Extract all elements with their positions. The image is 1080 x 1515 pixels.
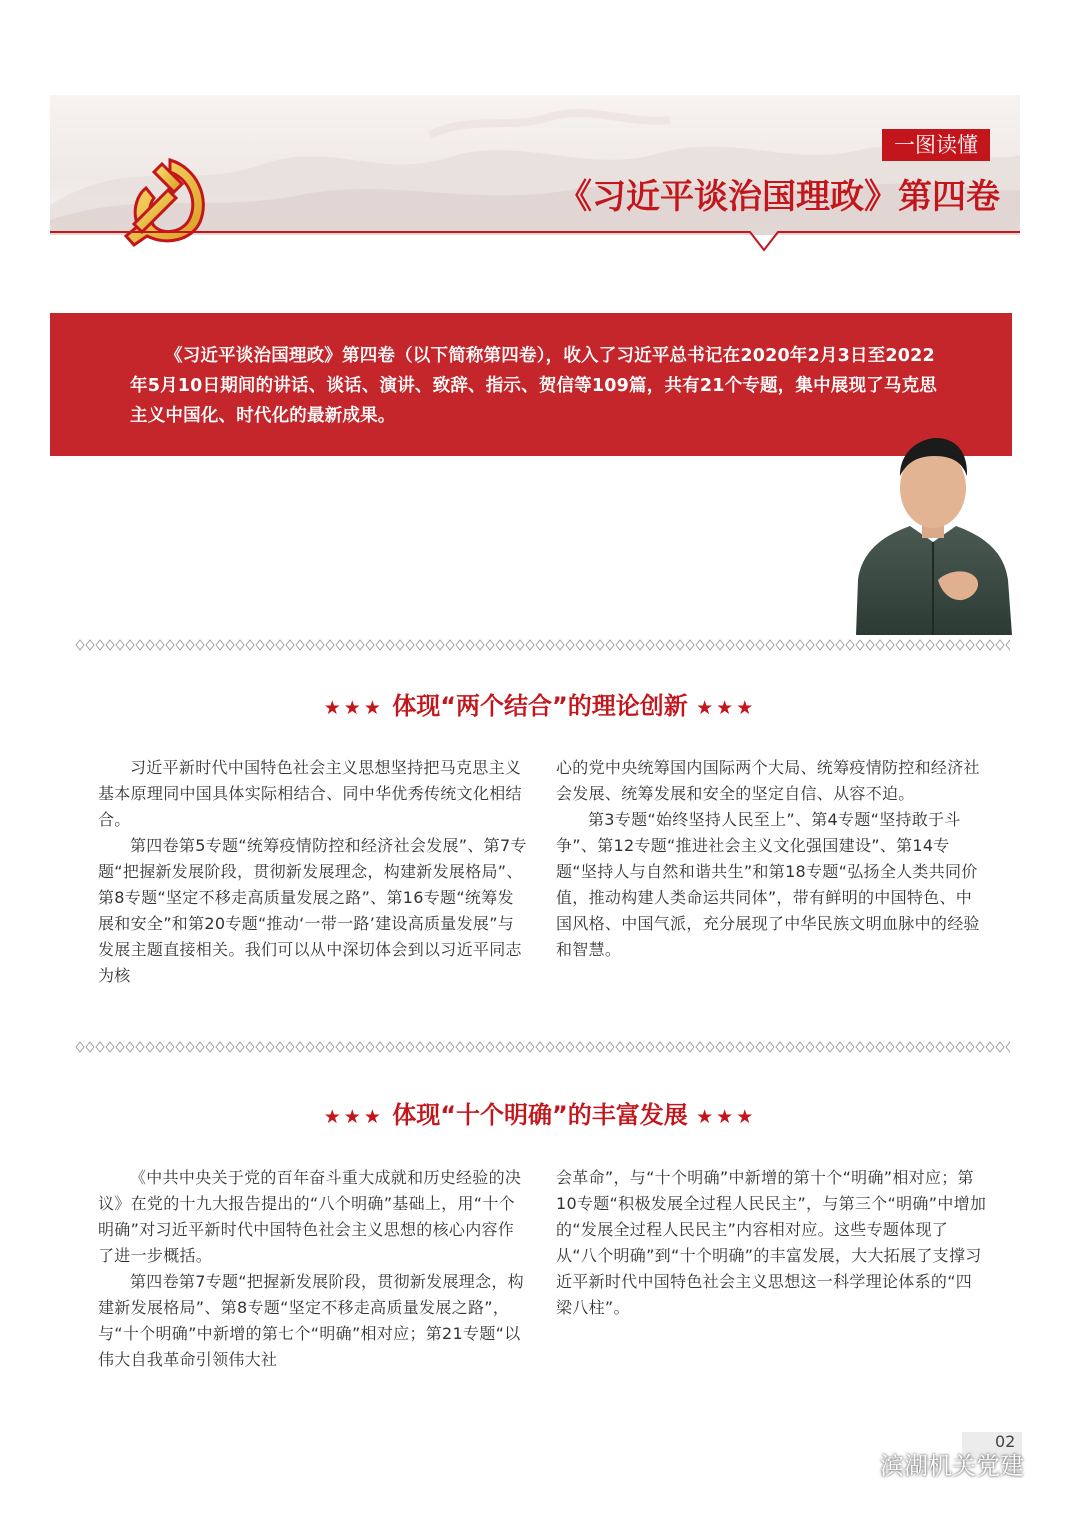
paragraph: 《中共中央关于党的百年奋斗重大成就和历史经验的决议》在党的十九大报告提出的“八个明确”基础上，用“十个明确”对习近平新时代中国特色社会主义思想的核心内容作了进一步概括。 [98,1168,522,1265]
section-title: 体现“十个明确”的丰富发展 [392,1101,688,1129]
portrait-photo [848,430,1018,635]
paragraph: 第3专题“始终坚持人民至上”、第4专题“坚持敢于斗争”、第12专题“推进社会主义文化强国建设”、第14专题“坚持人与自然和谐共生”和第18专题“弘扬全人类共同价值，推动构建人类命运共同体”，带有鲜明的中国特色、中国风格、中国气派，充分展现了中华民族文明血脉中的经验和智慧。 [556,810,980,959]
section-1-right-column [556,755,988,963]
section-heading-1 [0,686,1080,728]
section-2-right-column [556,1165,988,1321]
stars-left: ★★★ [323,697,384,719]
stars-right: ★★★ [696,697,757,719]
paragraph-continuation: 心的党中央统筹国内国际两个大局、统筹疫情防控和经济社会发展、统筹发展和安全的坚定自信、从容不迫。 [556,758,980,803]
page-number: 02 [995,1432,1016,1451]
header-tag: 一图读懂 [882,129,990,161]
intro-text: 《习近平谈治国理政》第四卷（以下简称第四卷），收入了习近平总书记在2020年2月3日至2022年5月10日期间的讲话、谈话、演讲、致辞、指示、贺信等109篇，共有21个专题，集中展现了马克思主义中国化、时代化的最新成果。 [130,346,938,426]
paragraph: 习近平新时代中国特色社会主义思想坚持把马克思主义基本原理同中国具体实际相结合、同中华优秀传统文化相结合。 [98,758,522,829]
section-2-left-column [98,1165,530,1373]
decorative-divider [75,638,1010,652]
section-title: 体现“两个结合”的理论创新 [392,692,688,720]
page-title: 《习近平谈治国理政》第四卷 [558,177,1000,217]
paragraph: 第四卷第7专题“把握新发展阶段，贯彻新发展理念，构建新发展格局”、第8专题“坚定不移走高质量发展之路”，与“十个明确”中新增的第七个“明确”相对应；第21专题“以伟大自我革命引领伟大社 [98,1272,524,1369]
watermark-text: 滨湖机关党建 [880,1451,1024,1480]
section-1-left-column [98,755,530,989]
paragraph-continuation: 会革命”，与“十个明确”中新增的第十个“明确”相对应；第10专题“积极发展全过程人民民主”，与第三个“明确”中增加的“发展全过程人民民主”内容相对应。这些专题体现了从“八个明确”到“十个明确”的丰富发展，大大拓展了支撑习近平新时代中国特色社会主义思想这一科学理论体系的“四梁八柱”。 [556,1168,987,1317]
paragraph: 第四卷第5专题“统筹疫情防控和经济社会发展”、第7专题“把握新发展阶段，贯彻新发展理念，构建新发展格局”、第8专题“坚定不移走高质量发展之路”、第16专题“统筹发展和安全”和第20专题“推动‘一带一路’建设高质量发展”与发展主题直接相关。我们可以从中深切体会到以习近平同志为核 [98,836,527,985]
decorative-divider [75,1040,1010,1054]
header-underline [50,228,1020,254]
stars-left: ★★★ [323,1106,384,1128]
wechat-icon [838,1448,872,1478]
watermark [838,1446,1024,1480]
section-heading-2 [0,1095,1080,1137]
stars-right: ★★★ [696,1106,757,1128]
